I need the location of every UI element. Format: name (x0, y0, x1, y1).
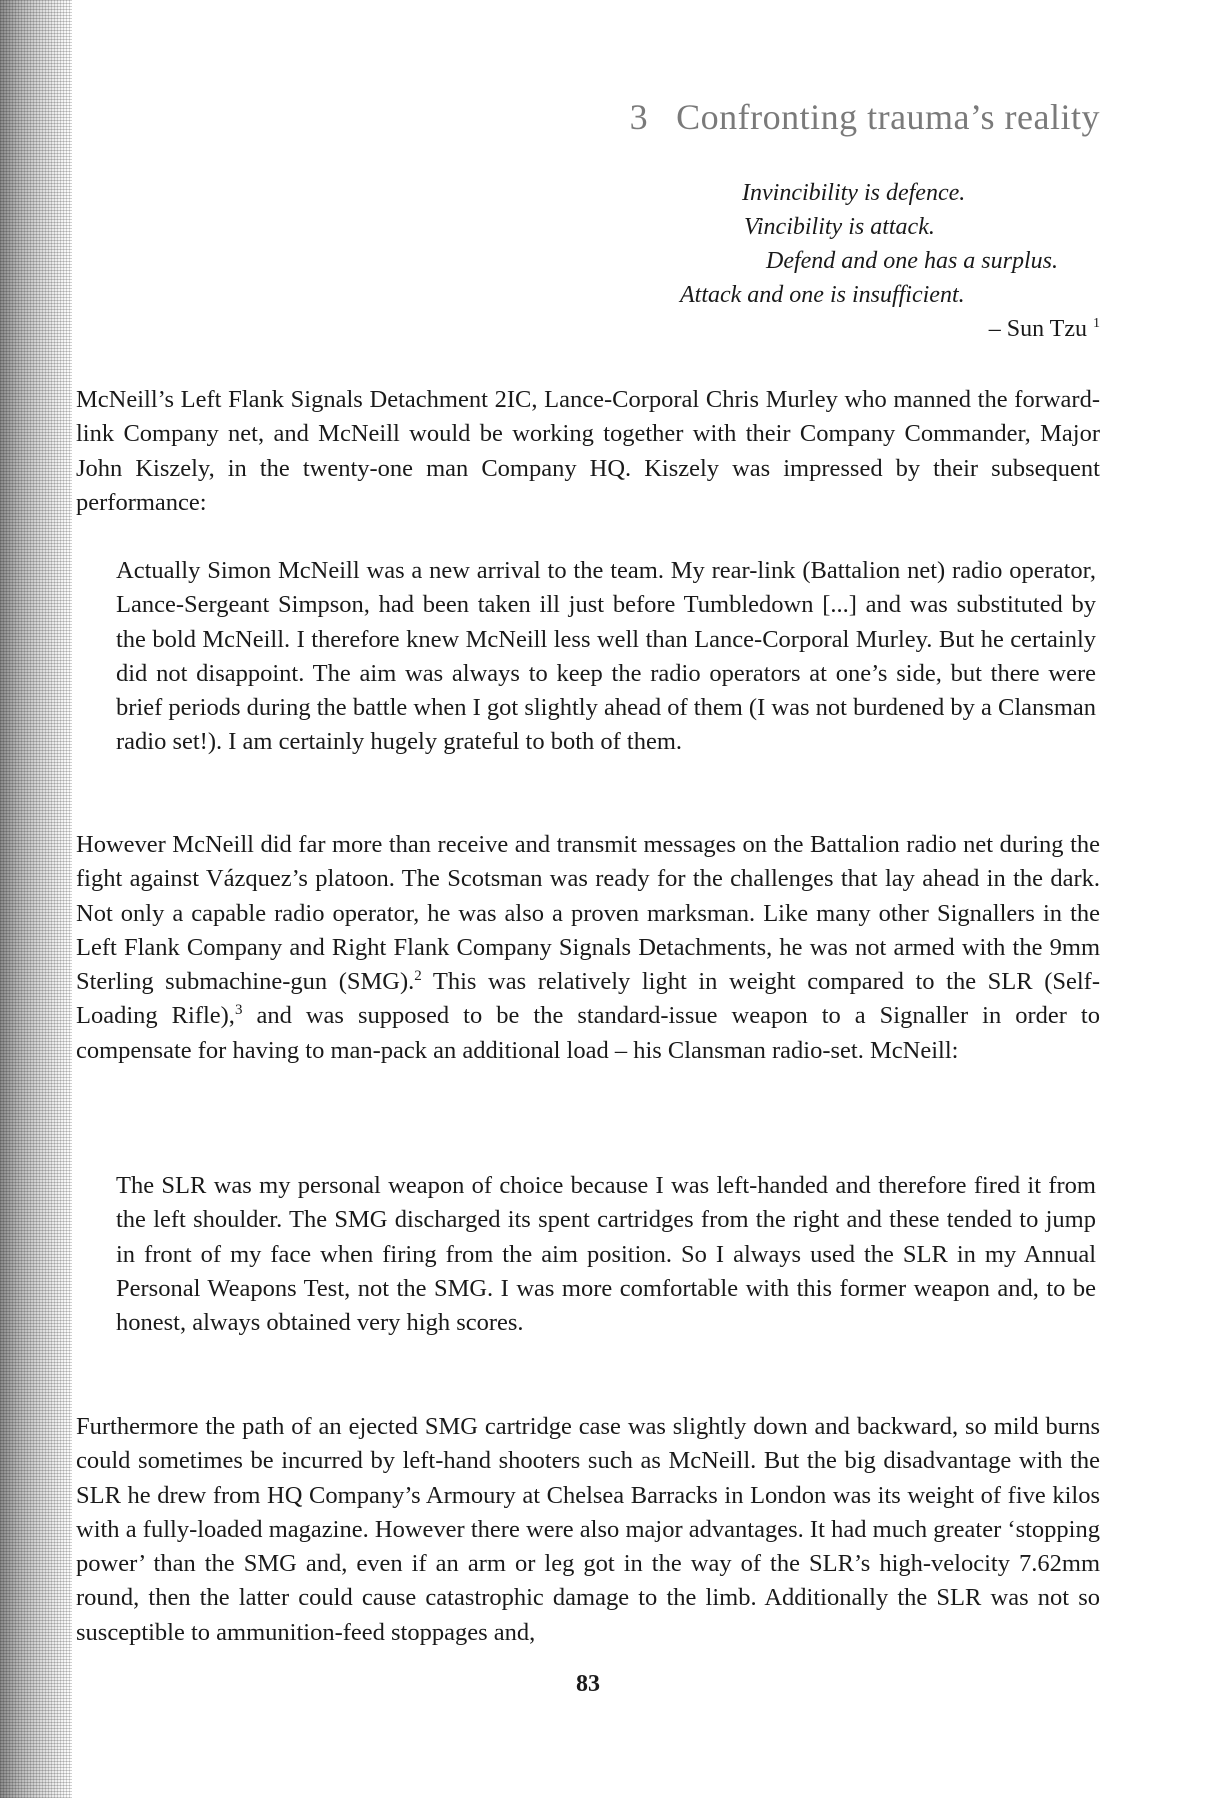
block-quote-mcneill: The SLR was my personal weapon of choice because I was left-handed and therefore fired it from the left shoulder. The SMG discharged its spent cartridges from the right and these tended to jump in front of my face when firing from the aim position. So I always used the SLR in my Annual Personal Weapons Test, not the SMG. I was more comfortable with this former weapon and, to be honest, always obtained very high scores. (116, 1172, 1096, 1337)
paragraph-intro: McNeill’s Left Flank Signals Detachment 2IC, Lance-Corporal Chris Murley who manned the forward-link Company net, and McNeill would be working together with their Company Commander, Major John Kiszely, in the twenty-one man Company HQ. Kiszely was impressed by their subsequent performance: (76, 386, 1100, 516)
epigraph-line: Vincibility is attack. (744, 214, 935, 240)
epigraph-line: Defend and one has a surplus. (766, 248, 1058, 274)
book-page (76, 0, 1100, 1798)
block-quote-kiszely: Actually Simon McNeill was a new arrival to the team. My rear-link (Battalion net) radio operator, Lance-Sergeant Simpson, had been taken ill just before Tumbledown [...] and was substituted by the bold McNeill. I therefore knew McNeill less well than Lance-Corporal Murley. But he certainly did not disappoint. The aim was always to keep the radio operators at one’s side, but there were brief periods during the battle when I got slightly ahead of them (I was not burdened by a Clansman radio set!). I am certainly hugely grateful to both of them. (116, 557, 1096, 756)
footnote-ref: 1 (1093, 316, 1100, 331)
paragraph-text: However McNeill did far more than receive and transmit messages on the Battalion radio net during the fight against Vázquez’s platoon. The Scotsman was ready for the challenges that lay ahead in the dark. Not only a capable radio operator, he was also a proven marksman. Like many other Signallers in the Left Flank Company and Right Flank Company Signals Detachments, he was not armed with the 9mm Sterling submachine-gun (SMG). (76, 831, 1100, 996)
chapter-title: Confronting trauma’s reality (676, 97, 1100, 137)
page-number: 83 (576, 1671, 600, 1697)
scan-shadow-edge (0, 0, 72, 1798)
epigraph-line: Invincibility is defence. (742, 180, 966, 206)
footnote-ref: 3 (234, 1002, 243, 1019)
footnote-ref: 2 (414, 968, 422, 985)
paragraph-marksman (76, 828, 1100, 1068)
epigraph-attribution (680, 312, 1100, 346)
epigraph-line: Attack and one is insufficient. (680, 282, 965, 308)
paragraph-slr: Furthermore the path of an ejected SMG cartridge case was slightly down and backward, so mild burns could sometimes be incurred by left-hand shooters such as McNeill. But the big disadvantage with the SLR he drew from HQ Company’s Armoury at Chelsea Barracks in London was its weight of five kilos with a fully-loaded magazine. However there were also major advantages. It had much greater ‘stopping power’ than the SMG and, even if an arm or leg got in the way of the SLR’s high-velocity 7.62mm round, then the latter could cause catastrophic damage to the limb. Additionally the SLR was not so susceptible to ammunition-feed stoppages and, (76, 1413, 1100, 1646)
attribution-text: – Sun Tzu (988, 316, 1087, 342)
paragraph-text: This was relatively light in weight compared to the SLR (Self-Loading Rifle), (76, 968, 1100, 1030)
chapter-number: 3 (629, 97, 649, 137)
paragraph-text: and was supposed to be the standard-issue weapon to a Signaller in order to compensate for having to man-pack an additional load – his Clansman radio-set. McNeill: (76, 1002, 1100, 1064)
chapter-heading (630, 96, 1100, 138)
epigraph (680, 176, 1100, 346)
